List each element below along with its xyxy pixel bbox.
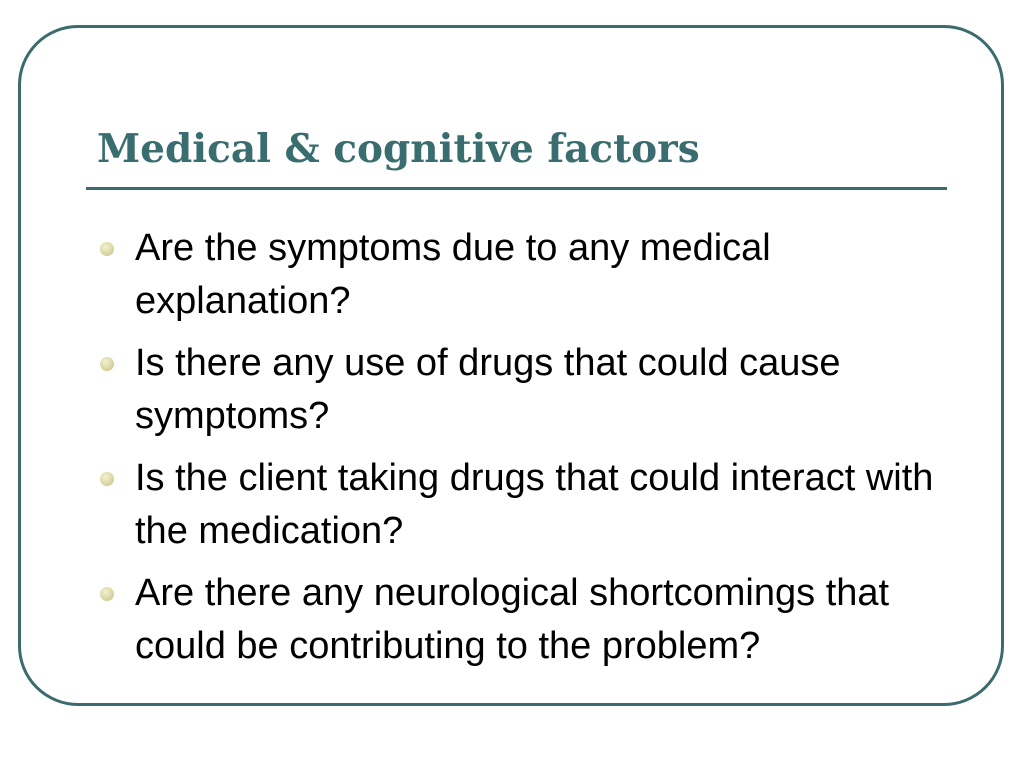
bullet-dot-icon bbox=[100, 587, 114, 601]
bullet-dot-icon bbox=[100, 242, 114, 256]
bullet-list bbox=[97, 222, 957, 682]
bullet-dot-icon bbox=[100, 357, 114, 371]
slide-title: Medical & cognitive factors bbox=[97, 126, 700, 172]
bullet-text: Is there any use of drugs that could cause symptoms? bbox=[135, 342, 841, 437]
bullet-item bbox=[97, 337, 957, 443]
title-underline bbox=[86, 187, 947, 190]
bullet-dot-icon bbox=[100, 472, 114, 486]
bullet-text: Is the client taking drugs that could interact with the medication? bbox=[135, 457, 934, 552]
bullet-text: Are the symptoms due to any medical explanation? bbox=[135, 227, 771, 322]
bullet-item bbox=[97, 452, 957, 558]
bullet-item bbox=[97, 567, 957, 673]
bullet-item bbox=[97, 222, 957, 328]
bullet-text: Are there any neurological shortcomings that could be contributing to the problem? bbox=[135, 572, 890, 667]
